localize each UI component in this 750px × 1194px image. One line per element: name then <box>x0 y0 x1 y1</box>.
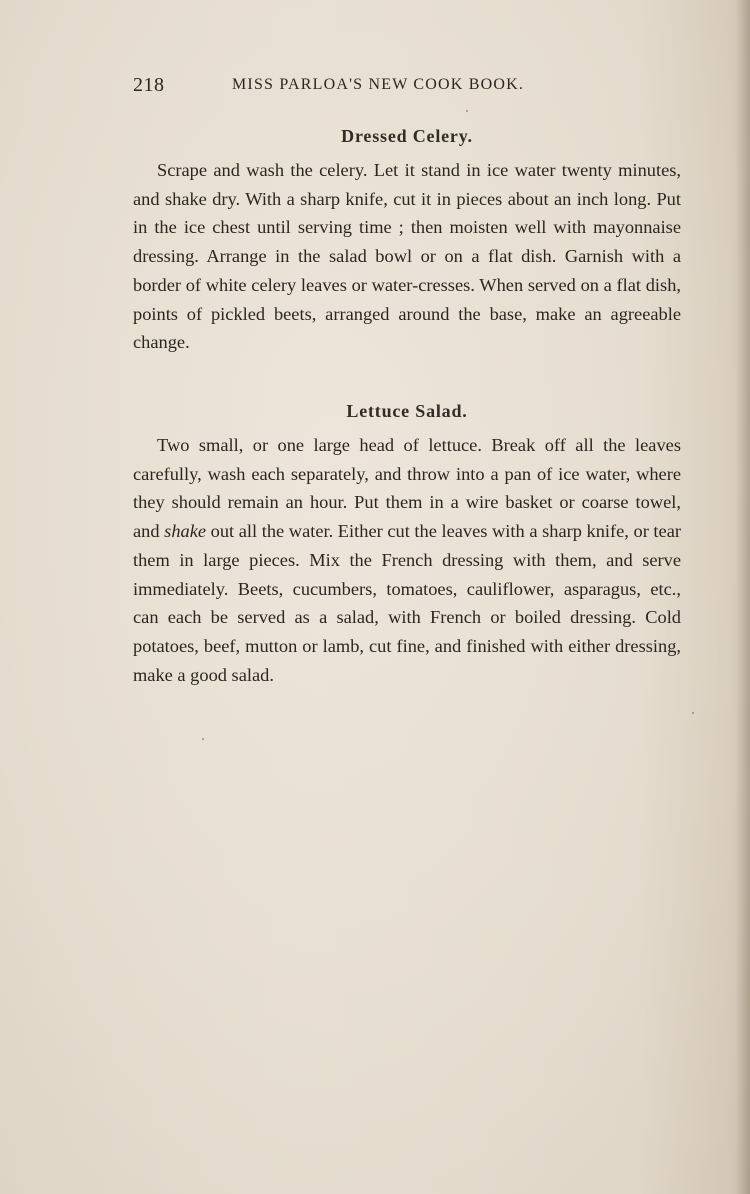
paper-speck <box>466 110 468 112</box>
page-number: 218 <box>133 74 165 96</box>
recipe-heading-dressed-celery: Dressed Celery. <box>341 126 473 146</box>
italic-word-shake: shake <box>164 521 207 542</box>
body-text-before-italic: Two small, or one large head of lettuce. Break off all the leaves carefully, wash each separately, and throw into a pan of ice water, where they should remain an hour. Put them in a wire basket or coarse towel, and <box>133 435 681 542</box>
book-title: MISS PARLOA'S NEW COOK BOOK. <box>232 76 525 93</box>
paper-speck <box>692 712 694 714</box>
body-text-after-italic: out all the water. Either cut the leaves with a sharp knife, or tear them in large pieces. Mix the French dressing with them, and serve immediately. Beets, cucumbers, tomatoes, cauliflower, asparagus, etc., can each be served as a salad, with French or boiled dressing. Cold potatoes, beef, mutton or lamb, cut fine, and finished with either dressing, make a good salad. <box>133 521 681 685</box>
running-head <box>133 74 681 98</box>
recipe-body-lettuce-salad <box>133 431 681 689</box>
recipe-heading-lettuce-salad: Lettuce Salad. <box>346 401 468 421</box>
recipe-body-dressed-celery: Scrape and wash the celery. Let it stand in ice water twenty minutes, and shake dry. With a sharp knife, cut it in pieces about an inch long. Put in the ice chest until serving time ; then moisten well with mayonnaise dressing. Arrange in the salad bowl or on a flat dish. Garnish with a border of white celery leaves or water-cresses. When served on a flat dish, points of pickled beets, arranged around the base, make an agreeable change. <box>133 160 681 353</box>
paper-speck <box>202 738 204 740</box>
